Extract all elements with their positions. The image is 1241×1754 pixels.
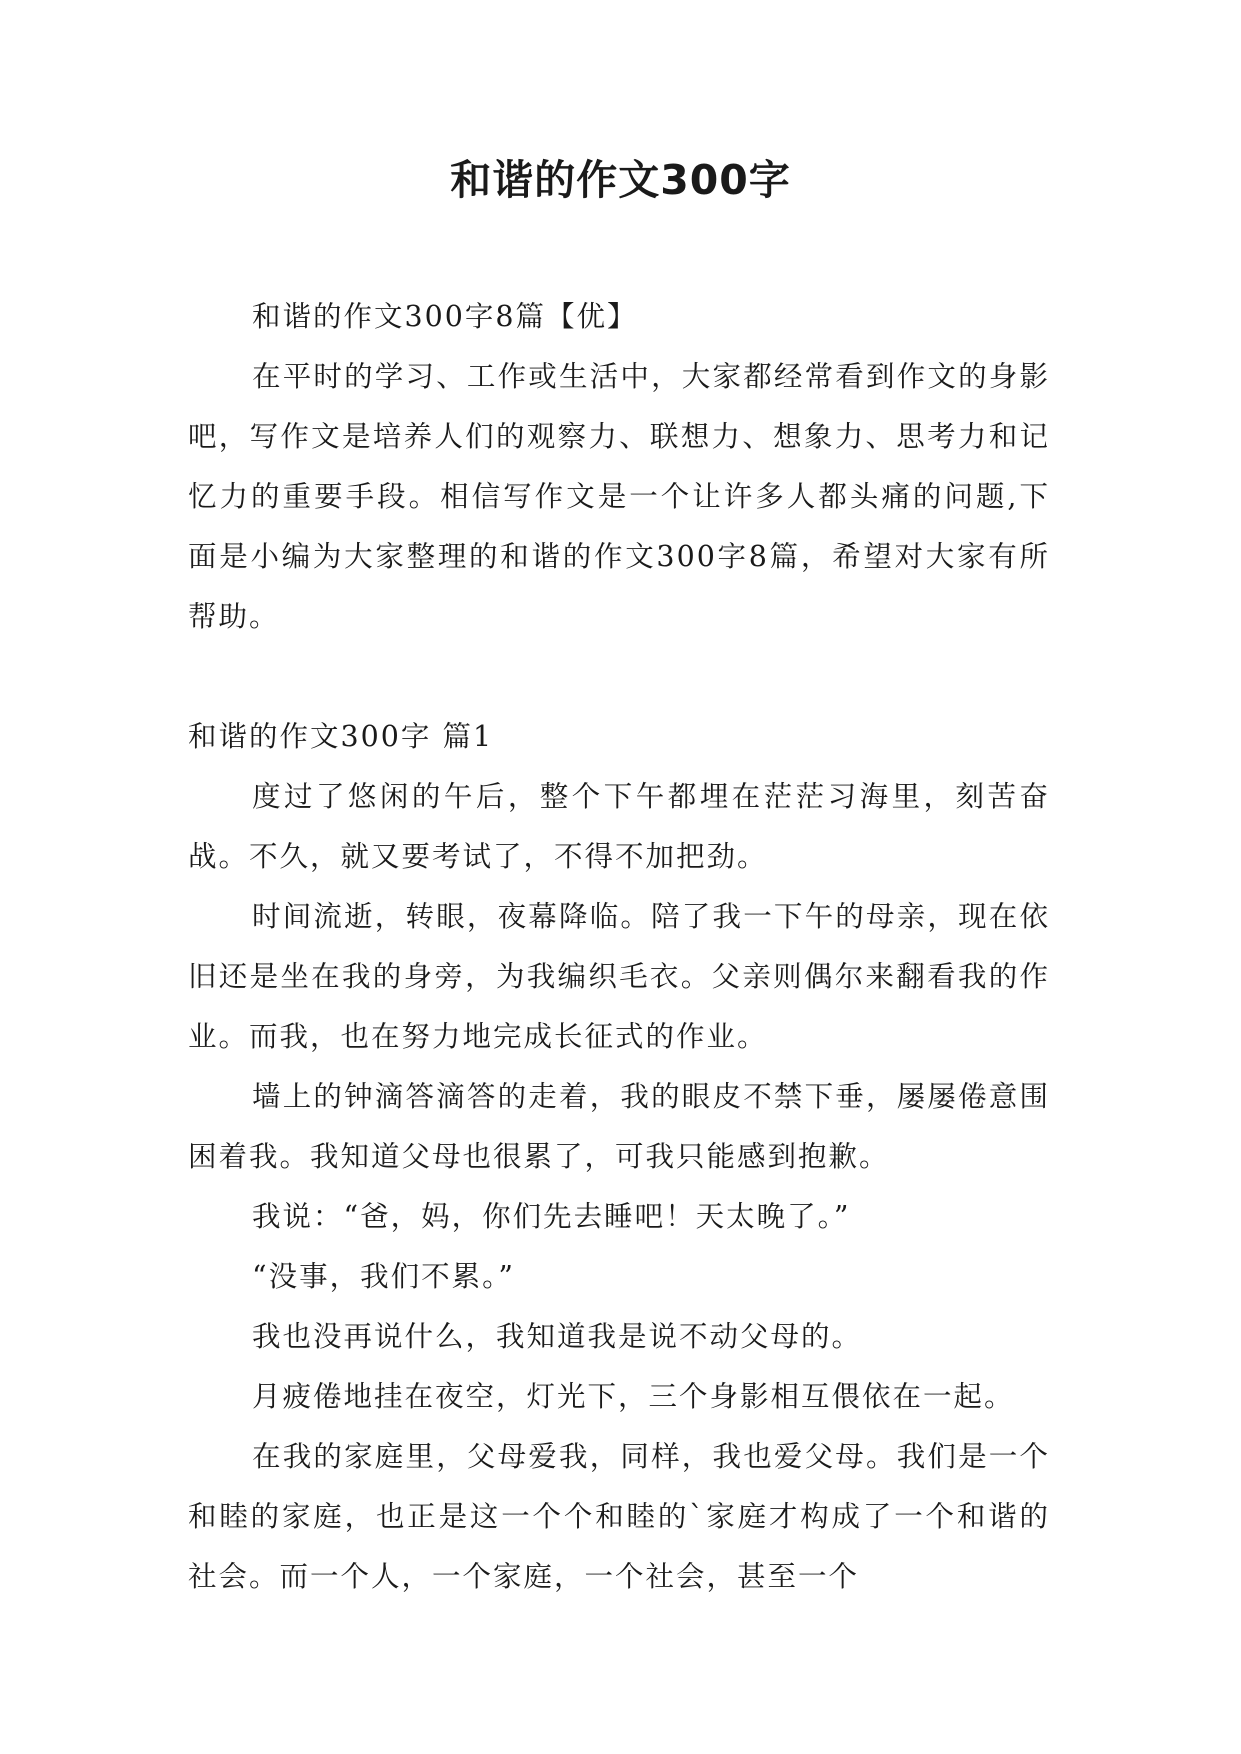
body-paragraph: 墙上的钟滴答滴答的走着，我的眼皮不禁下垂，屡屡倦意围困着我。我知道父母也很累了，可我只能感到抱歉。 (188, 1080, 1050, 1173)
document-subtitle: 和谐的作文300字8篇【优】 (252, 300, 638, 333)
body-paragraph: 度过了悠闲的午后，整个下午都埋在茫茫习海里，刻苦奋战。不久，就又要考试了，不得不加把劲。 (188, 780, 1050, 873)
body-paragraph: “没事，我们不累。” (252, 1260, 515, 1293)
intro-paragraph: 在平时的学习、工作或生活中，大家都经常看到作文的身影吧，写作文是培养人们的观察力、联想力、想象力、思考力和记忆力的重要手段。相信写作文是一个让许多人都头痛的问题,下面是小编为大家整理的和谐的作文300字8篇，希望对大家有所帮助。 (188, 360, 1050, 633)
body-paragraph: 我也没再说什么，我知道我是说不动父母的。 (252, 1320, 863, 1353)
document-body (188, 287, 1050, 1607)
section-spacer (188, 647, 1050, 707)
body-paragraph: 我说：“爸，妈，你们先去睡吧！天太晚了。” (252, 1200, 851, 1233)
body-paragraph: 时间流逝，转眼，夜幕降临。陪了我一下午的母亲，现在依旧还是坐在我的身旁，为我编织毛衣。父亲则偶尔来翻看我的作业。而我，也在努力地完成长征式的作业。 (188, 900, 1050, 1053)
section-heading: 和谐的作文300字 篇1 (188, 720, 494, 753)
body-paragraph: 在我的家庭里，父母爱我，同样，我也爱父母。我们是一个和睦的家庭，也正是这一个个和睦的`家庭才构成了一个和谐的社会。而一个人，一个家庭，一个社会，甚至一个 (188, 1440, 1050, 1593)
body-paragraph: 月疲倦地挂在夜空，灯光下，三个身影相互偎依在一起。 (252, 1380, 1015, 1413)
document-title: 和谐的作文300字 (450, 156, 791, 204)
